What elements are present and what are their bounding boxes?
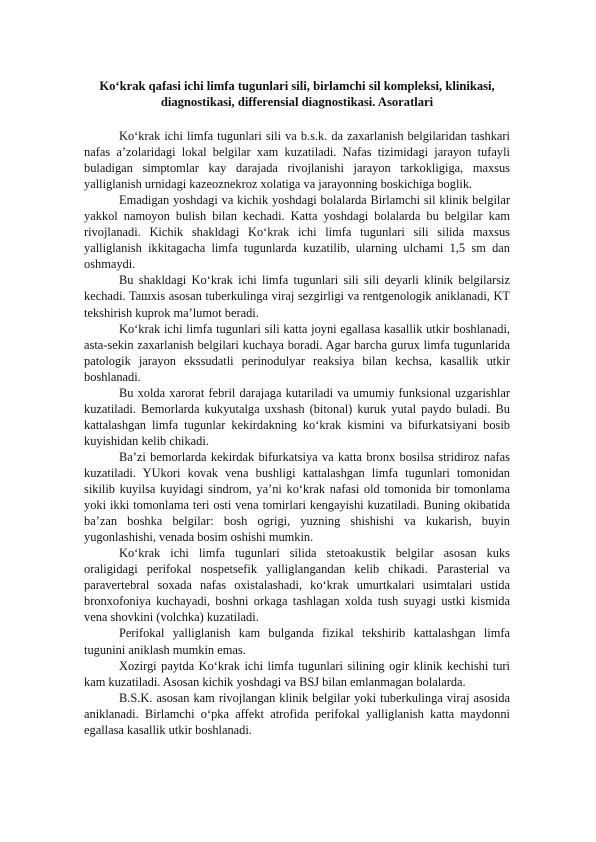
paragraph: Ko‘krak ichi limfa tugunlari silida stetoakustik belgilar asosan kuks oraligidagi perifokal nospetsefik yalliglangandan kelib chikadi. Parasterial va paravertebral soxada nafas oxistalashadi, ko‘krak umurtkalari usimtalari ustida bronxofoniya kuchayadi, boshni orkaga tashlagan xolda tush suyagi ustki kismida vena shovkini (volchka) kuzatiladi. — [84, 546, 510, 625]
paragraph: Bu xolda xarorat febril darajaga kutariladi va umumiy funksional uzgarishlar kuzatiladi. Bemorlarda kukyutalga uxshash (bitonal) kuruk yutal paydo buladi. Bu kattalashgan limfa tugunlar kekirdakning ko‘krak kismini va bifurkatsiyani bosib kuyishidan kelib chikadi. — [84, 385, 510, 448]
document-body — [84, 78, 510, 738]
paragraph: Ko‘krak ichi limfa tugunlari sili katta joyni egallasa kasallik utkir boshlanadi, asta-sekin zaxarlanish belgilari kuchaya boradi. Agar barcha gurux limfa tugunlarida patologik jarayon ekssudatli perinodulyar reaksiya bilan kechsa, kasallik utkir boshlanadi. — [84, 321, 510, 384]
paragraph: Emadigan yoshdagi va kichik yoshdagi bolalarda Birlamchi sil klinik belgilar yakkol namoyon bulish bilan kechadi. Katta yoshdagi bolalarda bu belgilar kam rivojlanadi. Kichik shakldagi Ko‘krak ichi limfa tugunlari sili silida maxsus yalliglanish ikkitagacha limfa tugunlarda kuzatilib, ularning ulchami 1,5 sm dan oshmaydi. — [84, 193, 510, 272]
paragraph: Bu shakldagi Ko‘krak ichi limfa tugunlari sili sili deyarli klinik belgilarsiz kechadi. Taшxis asosan tuberkulinga viraj sezgirligi va rentgenologik aniklanadi, KT tekshirish kuprok ma’lumot beradi. — [84, 273, 510, 320]
paragraph: B.S.K. asosan kam rivojlangan klinik belgilar yoki tuberkulinga viraj asosida aniklanadi. Birlamchi o‘pka affekt atrofida perifokal yalliglanish katta maydonni egallasa kasallik utkir boshlanadi. — [84, 690, 510, 737]
paragraph: Ba’zi bemorlarda kekirdak bifurkatsiya va katta bronx bosilsa stridiroz nafas kuzatiladi. YUkori kovak vena bushligi kattalashgan limfa tugunlari tomonidan sikilib kuyilsa kuyidagi sindrom, ya’ni ko‘krak nafasi old tomonida bir tomonlama yoki ikki tomonlama teri osti vena tomirlari kengayishi kuzatiladi. Buning okibatida ba’zan boshka belgilar: bosh ogrigi, yuzning shishishi va kukarish, buyin yugonlashishi, venada bosim oshishi mumkin. — [84, 449, 510, 545]
document-title: Ko‘krak qafasi ichi limfa tugunlari sili, birlamchi sil kompleksi, klinikasi, diagnostikasi, differensial diagnostikasi. Asoratlari — [99, 79, 495, 109]
paragraph: Perifokal yalliglanish kam bulganda fizikal tekshirib kattalashgan limfa tugunini aniklash mumkin emas. — [84, 626, 510, 657]
paragraph: Xozirgi paytda Ko‘krak ichi limfa tugunlari silining ogir klinik kechishi turi kam kuzatiladi. Asosan kichik yoshdagi va BSJ bilan emlanmagan bolalarda. — [84, 658, 510, 689]
paragraph: Ko‘krak ichi limfa tugunlari sili va b.s.k. da zaxarlanish belgilaridan tashkari nafas a’zolaridagi lokal belgilar xam kuzatiladi. Nafas tizimidagi jarayon tufayli buladigan simptomlar kay darajada rivojlanishi jarayon tarkokligiga, maxsus yalliglanish urnidagi kazeoznekroz xolatiga va jarayonning boskichiga boglik. — [84, 129, 510, 192]
